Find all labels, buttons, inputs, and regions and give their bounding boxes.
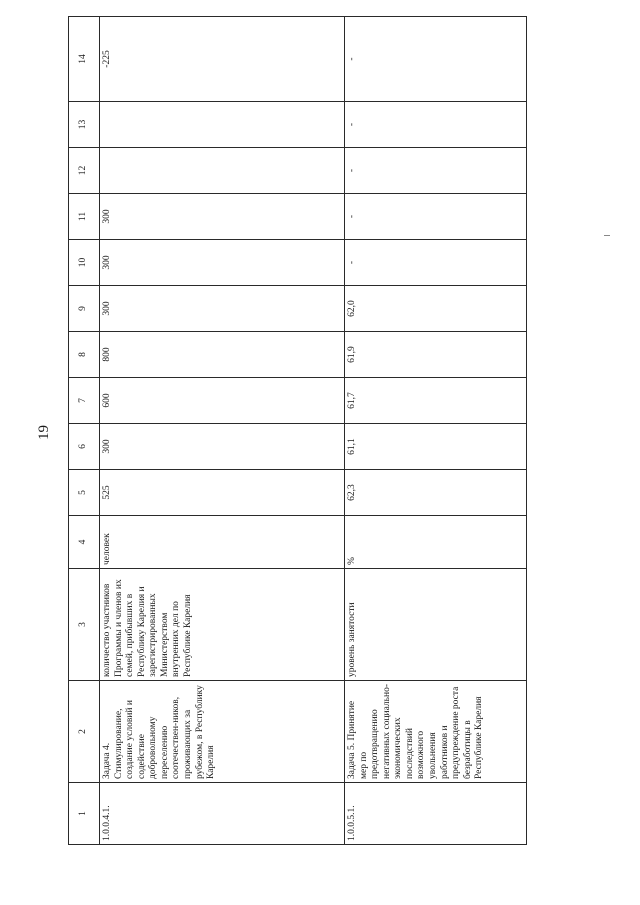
col-header-4: 4 (69, 516, 100, 569)
task-cell: Задача 4. Стимулирование, создание условий и содействие добровольному переселению соотечествен-ников, проживающих за рубежом, в Республику Карелия (100, 681, 345, 783)
value-cell-7: 600 (100, 378, 345, 424)
col-header-2: 2 (69, 681, 100, 783)
col-header-11: 11 (69, 194, 100, 240)
header-row (69, 17, 100, 845)
value-cell-11: - (345, 194, 527, 240)
table-row (100, 17, 345, 845)
value-cell-11: 300 (100, 194, 345, 240)
col-header-5: 5 (69, 470, 100, 516)
page-number: 19 (36, 425, 52, 440)
table-row (345, 17, 527, 845)
unit-cell: % (345, 516, 527, 569)
value-cell-14: - (345, 17, 527, 102)
row-code: 1.0.0.4.1. (100, 783, 345, 845)
value-cell-9: 62,0 (345, 286, 527, 332)
task-cell: Задача 5. Принятие мер по предотвращению негативных социально-экономических последствий возможного увольнения работников и предупреждение роста безработицы в Республике Карелия (345, 681, 527, 783)
indicator-cell: количество участников Программы и членов их семей, прибывших в Республику Карелия и зарегистрированных Министерством внутренних дел по Республике Карелия (100, 569, 345, 681)
col-header-1: 1 (69, 783, 100, 845)
col-header-9: 9 (69, 286, 100, 332)
value-cell-13 (100, 102, 345, 148)
value-cell-12: - (345, 148, 527, 194)
col-header-10: 10 (69, 240, 100, 286)
value-cell-12 (100, 148, 345, 194)
scan-mark (604, 235, 610, 236)
value-cell-5: 62,3 (345, 470, 527, 516)
indicator-cell: уровень занятости (345, 569, 527, 681)
value-cell-8: 800 (100, 332, 345, 378)
col-header-14: 14 (69, 17, 100, 102)
value-cell-14: -225 (100, 17, 345, 102)
rotated-table-container (68, 17, 523, 845)
value-cell-9: 300 (100, 286, 345, 332)
col-header-7: 7 (69, 378, 100, 424)
value-cell-13: - (345, 102, 527, 148)
value-cell-6: 300 (100, 424, 345, 470)
value-cell-10: 300 (100, 240, 345, 286)
value-cell-5: 525 (100, 470, 345, 516)
col-header-12: 12 (69, 148, 100, 194)
indicators-table (68, 16, 527, 845)
row-code: 1.0.0.5.1. (345, 783, 527, 845)
col-header-8: 8 (69, 332, 100, 378)
unit-cell: человек (100, 516, 345, 569)
value-cell-6: 61,1 (345, 424, 527, 470)
col-header-6: 6 (69, 424, 100, 470)
col-header-13: 13 (69, 102, 100, 148)
col-header-3: 3 (69, 569, 100, 681)
value-cell-8: 61,9 (345, 332, 527, 378)
value-cell-7: 61,7 (345, 378, 527, 424)
value-cell-10: - (345, 240, 527, 286)
